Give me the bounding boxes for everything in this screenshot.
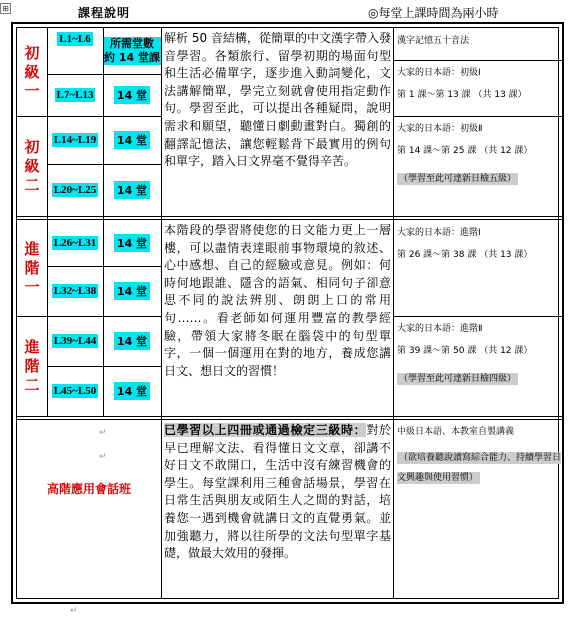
textbook-title: 大家的日本語：進階Ⅱ: [397, 324, 483, 334]
level-char: 二: [24, 175, 40, 194]
lesson-cell: [47, 164, 103, 216]
lesson-range: L39~L44: [53, 335, 97, 347]
level-intermediate-1: [17, 220, 47, 316]
level-char: 初: [24, 137, 40, 156]
lesson-cell: [47, 28, 103, 74]
weeks-header: [103, 37, 161, 65]
textbook-note: （學習至此可達新日檢四級）: [399, 374, 517, 384]
course-table: [11, 22, 564, 604]
weeks-header-cell: [103, 28, 161, 74]
class-duration-note: ◎每堂上課時間為兩小時: [368, 6, 499, 20]
weeks-cell: [103, 116, 161, 164]
lesson-range: L26~L31: [53, 237, 97, 249]
advanced-course-title: 高階應用會話班: [46, 482, 131, 496]
lesson-cell: [47, 74, 103, 116]
lesson-range: L1~L6: [59, 33, 91, 45]
advanced-prerequisite: 已學習以上四冊或通過檢定三級時：: [164, 423, 367, 437]
advanced-level-cell: [17, 420, 161, 598]
weeks-count: 14 堂: [114, 181, 150, 199]
textbook-cell-3: [393, 116, 564, 216]
beginner-description: 解析 50 音結構，從簡單的中文漢字帶入發音學習。各類旅行、留學初期的場面句型和生活必備單字，逐步進入動詞變化，文法講解簡單，學完立刻就會使用指定動作句。學習至此，可以提出各種疑問，說明需求和願望，聽懂日劇動畫對白。獨創的翻譯記憶法，讓您輕鬆背下最實用的例句和單字，踏入日文界毫不覺得辛苦。: [164, 31, 391, 169]
lesson-cell: [47, 116, 103, 164]
weeks-header-line: 約 14 堂課: [104, 51, 160, 64]
textbook-cell-5: [393, 316, 564, 416]
lesson-range: L20~L25: [53, 184, 97, 196]
textbook-range: 第 39 課～第 50 課 （共 12 課）: [397, 346, 533, 356]
textbook-title: 大家的日本語：初級Ⅰ: [397, 68, 481, 78]
weeks-cell: [103, 164, 161, 216]
lesson-cell: [47, 316, 103, 366]
level-char: 一: [24, 81, 40, 100]
textbook-note: （欲培養聽說讀寫綜合能力、持續學習日文興趣與使用習慣）: [397, 453, 562, 483]
lesson-cell: [47, 220, 103, 266]
textbook-title: 中級日本語、本教室自製講義: [397, 427, 515, 437]
textbook-cell-4: [393, 220, 564, 316]
textbook-cell-6: [393, 420, 564, 598]
lesson-range: L45~L50: [53, 385, 97, 397]
level-beginner-1: [17, 28, 47, 116]
level-char: 級: [24, 62, 40, 81]
textbook-cell-1: [393, 28, 564, 60]
lesson-cell: [47, 266, 103, 316]
level-beginner-2: [17, 116, 47, 216]
textbook-range: 第 1 課～第 13 課 （共 13 課）: [397, 90, 527, 100]
weeks-cell: [103, 266, 161, 316]
level-char: 階: [24, 258, 40, 277]
weeks-count: 14 堂: [114, 282, 150, 300]
textbook-title: 大家的日本語：進階Ⅰ: [397, 228, 481, 238]
intermediate-description: 本階段的學習將使您的日文能力更上一層樓，可以盡情表達眼前事物環境的敘述、心中感想、自己的經驗或意見。例如：何時何地跟誰、隱含的語氣、相同句子卻意思不同的說法辨別、朗朗上口的常用句……。看老師如何運用豐富的教學經驗，帶領大家將冬眠在腦袋中的句型單字，一個一個運用在對的地方，養成您講日文、想日文的習慣！: [164, 223, 391, 378]
level-char: 初: [24, 43, 40, 62]
weeks-count: 14 堂: [114, 382, 150, 400]
textbook-title: 漢字記憶五十音法: [397, 36, 470, 46]
level-char: 級: [24, 156, 40, 175]
weeks-cell: [103, 316, 161, 366]
weeks-cell: [103, 366, 161, 416]
level-intermediate-2: [17, 316, 47, 416]
table-move-handle-icon[interactable]: ⊞: [0, 3, 11, 14]
page-title: 課程說明: [78, 6, 131, 20]
weeks-count: 14 堂: [114, 234, 150, 252]
advanced-description-text: 對於早已理解文法、看得懂日文文章，卻講不好日文不敢開口，生活中沒有練習機會的學生。每堂課利用三種會話場景，學習在日常生活與朋友或陌生人之間的對話，培養您一遇到機會就講日文的直覺勇氣。並加強聽力，將以往所學的文法句型單字基礎，做最大效用的發揮。: [164, 423, 391, 561]
lesson-range: L14~L19: [53, 134, 97, 146]
weeks-cell: [103, 74, 161, 116]
level-char: 階: [24, 356, 40, 375]
textbook-note: （學習至此可達新日檢五級）: [399, 174, 517, 184]
level-char: 進: [24, 239, 40, 258]
level-char: 一: [24, 277, 40, 296]
textbook-title: 大家的日本語：初級Ⅱ: [397, 124, 483, 134]
paragraph-mark-icon: ↵: [99, 452, 107, 462]
weeks-count: 14 堂: [114, 86, 150, 104]
level-char: 進: [24, 337, 40, 356]
lesson-range: L32~L38: [53, 285, 97, 297]
textbook-range: 第 14 課～第 25 課 （共 12 課）: [397, 146, 533, 156]
course-table-inner: [16, 27, 562, 599]
level-char: 二: [24, 375, 40, 394]
textbook-range: 第 26 課～第 38 課 （共 13 課）: [397, 250, 533, 260]
weeks-count: 14 堂: [114, 131, 150, 149]
lesson-cell: [47, 366, 103, 416]
weeks-cell: [103, 220, 161, 266]
weeks-header-line: 所需堂數: [110, 37, 154, 50]
weeks-count: 14 堂: [114, 332, 150, 350]
textbook-cell-2: [393, 60, 564, 116]
advanced-description: [161, 420, 393, 598]
lesson-range: L7~L13: [56, 89, 94, 101]
paragraph-mark-icon: ↵: [70, 606, 78, 616]
paragraph-mark-icon: ↵: [99, 428, 107, 438]
